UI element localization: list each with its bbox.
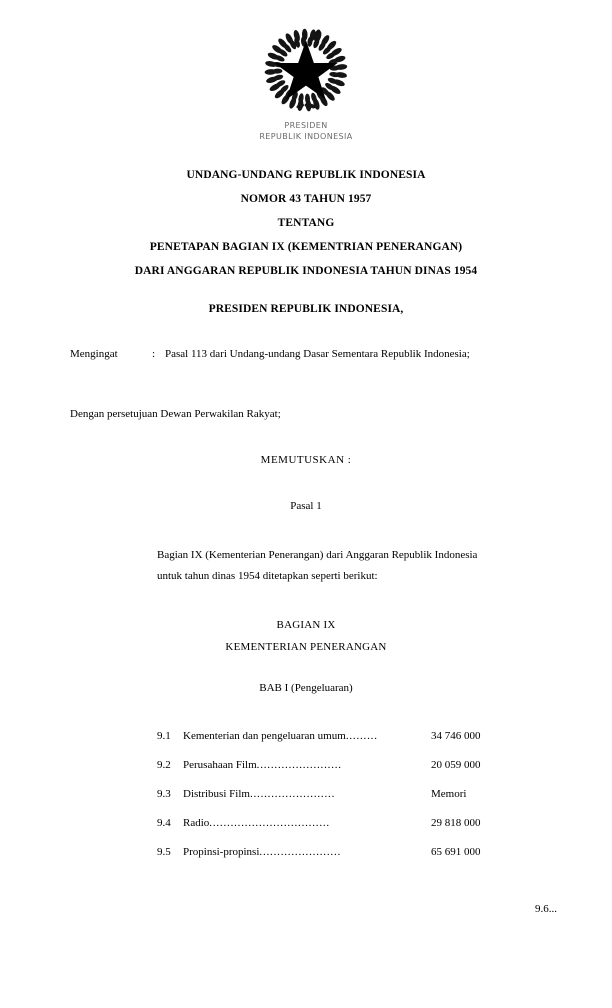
budget-item-label: Radio	[183, 817, 210, 829]
title-line-5: DARI ANGGARAN REPUBLIK INDONESIA TAHUN DINAS 1954	[134, 265, 478, 277]
budget-item-amount: Memori	[431, 788, 467, 800]
bagian-heading-line2: KEMENTERIAN PENERANGAN	[225, 641, 387, 653]
budget-item-amount: 20 059 000	[431, 759, 481, 771]
bagian-heading-block	[0, 614, 612, 658]
budget-item-amount: 34 746 000	[431, 730, 481, 742]
budget-item-leader: .......................	[259, 846, 342, 858]
budget-item-leader: ........................	[249, 788, 336, 800]
budget-item-number: 9.1	[157, 730, 171, 742]
pasal-heading: Pasal 1	[290, 500, 322, 512]
presidential-emblem-block	[0, 26, 612, 142]
body-paragraph-line2: untuk tahun dinas 1954 ditetapkan seperti berikut:	[157, 570, 378, 582]
body-paragraph	[157, 545, 543, 587]
emblem-caption-line1: PRESIDEN	[284, 121, 328, 130]
title-line-3: TENTANG	[277, 217, 335, 229]
title-line-1: UNDANG-UNDANG REPUBLIK INDONESIA	[186, 169, 426, 181]
mengingat-row	[70, 348, 570, 360]
mengingat-label: Mengingat	[70, 348, 118, 360]
budget-row	[157, 816, 557, 845]
budget-item-list	[157, 729, 557, 874]
bagian-heading-line1: BAGIAN IX	[276, 619, 336, 631]
budget-item-amount: 29 818 000	[431, 817, 481, 829]
budget-item-label: Distribusi Film	[183, 788, 250, 800]
budget-item-amount: 65 691 000	[431, 846, 481, 858]
title-line-4: PENETAPAN BAGIAN IX (KEMENTRIAN PENERANGAN)	[149, 241, 463, 253]
document-title-block	[0, 163, 612, 283]
budget-item-number: 9.3	[157, 788, 171, 800]
indonesia-seal-icon	[258, 26, 354, 118]
budget-row	[157, 845, 557, 874]
budget-row	[157, 787, 557, 816]
budget-item-number: 9.4	[157, 817, 171, 829]
budget-row	[157, 758, 557, 787]
budget-item-label: Kementerian dan pengeluaran umum	[183, 730, 346, 742]
budget-item-leader: ..................................	[209, 817, 330, 829]
footer-continuation-marker: 9.6...	[535, 903, 557, 915]
presiden-heading: PRESIDEN REPUBLIK INDONESIA,	[208, 303, 404, 315]
mengingat-value: Pasal 113 dari Undang-undang Dasar Sementara Republik Indonesia;	[165, 348, 470, 360]
bab-heading: BAB I (Pengeluaran)	[259, 682, 353, 694]
body-paragraph-line1: Bagian IX (Kementerian Penerangan) dari Anggaran Republik Indonesia	[157, 549, 478, 561]
budget-item-leader: ........................	[256, 759, 342, 771]
budget-row	[157, 729, 557, 758]
emblem-caption-line2: REPUBLIK INDONESIA	[259, 132, 353, 141]
budget-item-leader: .........	[345, 730, 378, 742]
persetujuan-text: Dengan persetujuan Dewan Perwakilan Rakyat;	[70, 408, 281, 420]
budget-item-label: Propinsi-propinsi	[183, 846, 260, 858]
emblem-caption	[0, 120, 612, 142]
memutuskan-heading: MEMUTUSKAN :	[260, 454, 352, 466]
budget-item-number: 9.5	[157, 846, 171, 858]
budget-item-number: 9.2	[157, 759, 171, 771]
mengingat-colon: :	[152, 348, 156, 360]
title-line-2: NOMOR 43 TAHUN 1957	[240, 193, 372, 205]
budget-item-label: Perusahaan Film	[183, 759, 257, 771]
